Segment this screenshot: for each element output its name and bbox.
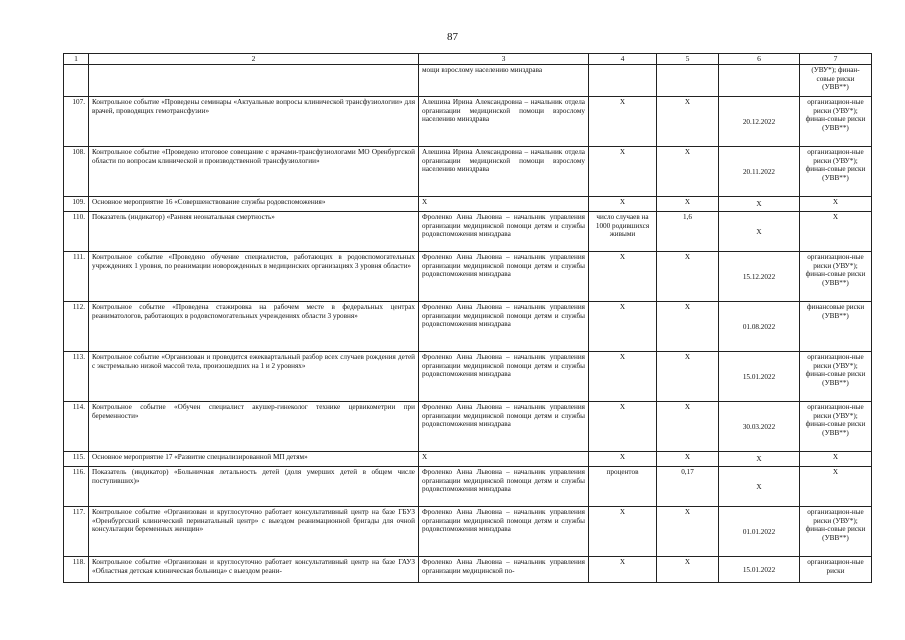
risk-description — [800, 402, 872, 452]
deadline-date — [719, 507, 800, 557]
table-row — [64, 402, 872, 452]
event-description — [89, 147, 419, 197]
event-description — [89, 352, 419, 402]
row-number-text: 113. — [72, 353, 85, 362]
target-value-text: X — [684, 253, 691, 262]
row-number-text: 118. — [72, 558, 85, 567]
column-number-row — [64, 54, 872, 65]
table-row — [64, 507, 872, 557]
unit-of-measure — [589, 452, 657, 467]
risk-description-text: организацион-ные риски (УВУ*); финан-совые риски (УВВ**) — [805, 508, 866, 542]
unit-of-measure-text: число случаев на 1000 родившихся живыми — [595, 213, 650, 239]
event-description — [89, 557, 419, 583]
column-number: 1 — [64, 54, 89, 65]
deadline-date — [719, 352, 800, 402]
risk-description — [800, 65, 872, 97]
responsible-person-text: Алешина Ирина Александровна – начальник отдела организации медицинской помощи взрослому населению минздрава — [422, 98, 585, 124]
risk-description — [800, 557, 872, 583]
responsible-person-text: Фроленко Анна Львовна – начальник управления организации медицинской помощи детям и службы родовспоможения минздрава — [422, 468, 585, 494]
deadline-date-text: 20.12.2022 — [742, 117, 776, 126]
row-number-text: 116. — [72, 468, 85, 477]
risk-description-text: X — [832, 198, 839, 207]
risk-description-text: организацион-ные риски (УВУ*); финан-совые риски (УВВ**) — [805, 253, 866, 287]
risk-description — [800, 147, 872, 197]
row-number — [64, 507, 89, 557]
row-number — [64, 65, 89, 97]
target-value-text: X — [684, 148, 691, 157]
unit-of-measure — [589, 302, 657, 352]
target-value-text: X — [684, 353, 691, 362]
risk-description — [800, 507, 872, 557]
unit-of-measure — [589, 65, 657, 97]
event-description — [89, 252, 419, 302]
event-description-text: Показатель (индикатор) «Больничная летальность детей (доля умерших детей в общем числе поступивших)» — [92, 468, 415, 485]
responsible-person — [419, 452, 589, 467]
target-value — [657, 197, 719, 212]
target-value-text: X — [684, 508, 691, 517]
target-value — [657, 65, 719, 97]
unit-of-measure-text: X — [619, 198, 626, 207]
row-number — [64, 252, 89, 302]
responsible-person-text: Фроленко Анна Львовна – начальник управления организации медицинской помощи детям и службы родовспоможения минздрава — [422, 253, 585, 279]
table-row — [64, 97, 872, 147]
row-number — [64, 97, 89, 147]
responsible-person — [419, 252, 589, 302]
event-description — [89, 467, 419, 507]
unit-of-measure-text: X — [619, 98, 626, 107]
responsible-person-text: Фроленко Анна Львовна – начальник управления организации медицинской помощи детям и службы родовспоможения минздрава — [422, 353, 585, 379]
event-description-text: Контрольное событие «Организован и круглосуточно работает консультативный центр на базе ГБУЗ «Оренбургский клинический перинатальный центр» с выездом реанимационной бригады для очной консультации беременных женщин» — [92, 508, 415, 534]
target-value — [657, 452, 719, 467]
responsible-person — [419, 507, 589, 557]
risk-description — [800, 352, 872, 402]
unit-of-measure-text: X — [619, 148, 626, 157]
deadline-date-text: X — [756, 482, 762, 491]
event-description — [89, 65, 419, 97]
deadline-date — [719, 147, 800, 197]
row-number-text: 111. — [72, 253, 85, 262]
unit-of-measure — [589, 212, 657, 252]
deadline-date — [719, 197, 800, 212]
deadline-date-text: 30.03.2022 — [742, 422, 776, 431]
target-value — [657, 302, 719, 352]
column-number: 4 — [589, 54, 657, 65]
deadline-date — [719, 65, 800, 97]
unit-of-measure-text: X — [619, 558, 626, 567]
target-value-text: X — [684, 98, 691, 107]
risk-description — [800, 467, 872, 507]
column-number: 2 — [89, 54, 419, 65]
responsible-person-text: X — [422, 453, 428, 462]
risk-description — [800, 197, 872, 212]
row-number-text: 115. — [72, 453, 85, 462]
row-number — [64, 147, 89, 197]
event-description-text: Контрольное событие «Проведено итоговое совещание с врачами-трансфузиологами МО Оренбургской области по вопросам клинической и производственной трансфузиологии» — [92, 148, 415, 165]
unit-of-measure — [589, 402, 657, 452]
risk-description-text: организацион-ные риски (УВУ*); финан-совые риски (УВВ**) — [805, 403, 866, 437]
deadline-date — [719, 402, 800, 452]
column-number: 7 — [800, 54, 872, 65]
target-value-text: 0,17 — [681, 468, 694, 477]
event-description-text: Основное мероприятие 16 «Совершенствование службы родовспоможения» — [92, 198, 326, 207]
unit-of-measure-text: X — [619, 453, 626, 462]
responsible-person — [419, 147, 589, 197]
table-row — [64, 147, 872, 197]
table-row — [64, 557, 872, 583]
unit-of-measure — [589, 467, 657, 507]
unit-of-measure-text: X — [619, 508, 626, 517]
responsible-person-text: Фроленко Анна Львовна – начальник управления организации медицинской помощи детям и службы родовспоможения минздрава — [422, 213, 585, 239]
deadline-date — [719, 212, 800, 252]
row-number — [64, 212, 89, 252]
target-value-text: X — [684, 403, 691, 412]
deadline-date-text: X — [756, 200, 762, 209]
row-number-text: 110. — [72, 213, 85, 222]
unit-of-measure-text: X — [619, 303, 626, 312]
unit-of-measure-text: X — [619, 353, 626, 362]
table-row — [64, 65, 872, 97]
responsible-person-text: Фроленко Анна Львовна – начальник управления организации медицинской по- — [422, 558, 585, 575]
deadline-date-text: 15.12.2022 — [742, 272, 776, 281]
event-description-text: Показатель (индикатор) «Ранняя неонатальная смертность» — [92, 213, 275, 222]
unit-of-measure-text: процентов — [606, 468, 639, 477]
row-number-text: 112. — [72, 303, 85, 312]
responsible-person — [419, 302, 589, 352]
unit-of-measure — [589, 147, 657, 197]
risk-description-text: организацион-ные риски (УВУ*); финан-совые риски (УВВ**) — [805, 353, 866, 387]
row-number — [64, 452, 89, 467]
event-description — [89, 452, 419, 467]
target-value-text: X — [684, 198, 691, 207]
row-number — [64, 302, 89, 352]
table-row — [64, 352, 872, 402]
target-value-text: X — [684, 558, 691, 567]
target-value — [657, 352, 719, 402]
responsible-person — [419, 197, 589, 212]
unit-of-measure — [589, 252, 657, 302]
risk-description-text: организацион-ные риски — [807, 558, 864, 575]
responsible-person — [419, 402, 589, 452]
row-number-text: 107. — [72, 98, 85, 107]
responsible-person — [419, 467, 589, 507]
risk-description-text: (УВУ*); финан-совые риски (УВВ**) — [811, 66, 860, 92]
deadline-date — [719, 467, 800, 507]
deadline-date-text: X — [756, 455, 762, 464]
target-value-text: 1,6 — [683, 213, 692, 222]
unit-of-measure — [589, 557, 657, 583]
responsible-person-text: мощи взрослому населению минздрава — [422, 66, 543, 75]
deadline-date-text: 01.01.2022 — [742, 527, 776, 536]
event-description-text: Контрольное событие «Обучен специалист акушер-гинеколог технике цервикометрии при беременности» — [92, 403, 415, 420]
risk-description-text: организацион-ные риски (УВУ*); финан-совые риски (УВВ**) — [805, 98, 866, 132]
target-value-text: X — [684, 453, 691, 462]
unit-of-measure — [589, 197, 657, 212]
event-description-text: Контрольное событие «Проведена стажировка на рабочем месте в федеральных центрах реаниматологов, работающих в родовспомогательных учреждениях области 3 уровня» — [92, 303, 415, 320]
risk-description-text: финансовые риски (УВВ**) — [806, 303, 865, 320]
responsible-person — [419, 97, 589, 147]
event-description — [89, 212, 419, 252]
table-row — [64, 452, 872, 467]
row-number-text: 117. — [72, 508, 85, 517]
unit-of-measure-text: X — [619, 403, 626, 412]
responsible-person-text: X — [422, 198, 428, 207]
target-value — [657, 467, 719, 507]
table-row — [64, 302, 872, 352]
deadline-date — [719, 557, 800, 583]
deadline-date-text: 20.11.2022 — [742, 167, 776, 176]
row-number — [64, 352, 89, 402]
target-value — [657, 557, 719, 583]
plan-table — [63, 53, 872, 583]
target-value — [657, 507, 719, 557]
table-row — [64, 252, 872, 302]
deadline-date-text: 01.08.2022 — [742, 322, 776, 331]
column-number: 6 — [719, 54, 800, 65]
event-description — [89, 402, 419, 452]
responsible-person — [419, 557, 589, 583]
risk-description-text: X — [832, 468, 839, 477]
row-number-text: 114. — [72, 403, 85, 412]
risk-description — [800, 452, 872, 467]
risk-description — [800, 97, 872, 147]
row-number — [64, 467, 89, 507]
event-description-text: Контрольное событие «Проведены семинары «Актуальные вопросы клинической трансфузиологии» для врачей, проводящих гемотрансфузии» — [92, 98, 415, 115]
unit-of-measure — [589, 97, 657, 147]
responsible-person — [419, 352, 589, 402]
event-description-text: Основное мероприятие 17 «Развитие специализированной МП детям» — [92, 453, 308, 462]
risk-description — [800, 302, 872, 352]
page-number: 87 — [447, 31, 458, 43]
column-number: 3 — [419, 54, 589, 65]
risk-description-text: X — [832, 453, 839, 462]
responsible-person-text: Фроленко Анна Львовна – начальник управления организации медицинской помощи детям и службы родовспоможения минздрава — [422, 508, 585, 534]
table-row — [64, 467, 872, 507]
event-description-text: Контрольное событие «Проведено обучение специалистов, работающих в родовспомогательных учреждениях 1 уровня, по реанимации новорожденных в медицинских организациях 3 уровня области» — [92, 253, 415, 270]
unit-of-measure-text: X — [619, 253, 626, 262]
risk-description — [800, 252, 872, 302]
event-description-text: Контрольное событие «Организован и проводится ежеквартальный разбор всех случаев рождения детей с экстремально низкой массой тела, произошедших на 1 и 2 уровнях» — [92, 353, 415, 370]
row-number — [64, 557, 89, 583]
row-number — [64, 402, 89, 452]
responsible-person-text: Фроленко Анна Львовна – начальник управления организации медицинской помощи детям и службы родовспоможения минздрава — [422, 403, 585, 429]
responsible-person — [419, 65, 589, 97]
deadline-date — [719, 452, 800, 467]
event-description — [89, 197, 419, 212]
event-description — [89, 507, 419, 557]
unit-of-measure — [589, 352, 657, 402]
target-value — [657, 97, 719, 147]
event-description — [89, 97, 419, 147]
deadline-date — [719, 97, 800, 147]
row-number-text: 108. — [72, 148, 85, 157]
target-value — [657, 147, 719, 197]
risk-description-text: X — [832, 213, 839, 222]
column-number: 5 — [657, 54, 719, 65]
table-row — [64, 212, 872, 252]
target-value — [657, 212, 719, 252]
target-value — [657, 402, 719, 452]
risk-description-text: организацион-ные риски (УВУ*); финан-совые риски (УВВ**) — [805, 148, 866, 182]
row-number-text: 109. — [72, 198, 85, 207]
responsible-person-text: Фроленко Анна Львовна – начальник управления организации медицинской помощи детям и службы родовспоможения минздрава — [422, 303, 585, 329]
event-description-text: Контрольное событие «Организован и круглосуточно работает консультативный центр на базе ГАУЗ «Областная детская клиническая больница» с выездом реани- — [92, 558, 415, 575]
deadline-date-text: X — [756, 227, 762, 236]
unit-of-measure — [589, 507, 657, 557]
responsible-person — [419, 212, 589, 252]
deadline-date-text: 15.01.2022 — [742, 565, 776, 574]
target-value — [657, 252, 719, 302]
deadline-date-text: 15.01.2022 — [742, 372, 776, 381]
risk-description — [800, 212, 872, 252]
deadline-date — [719, 252, 800, 302]
row-number — [64, 197, 89, 212]
responsible-person-text: Алешина Ирина Александровна – начальник отдела организации медицинской помощи взрослому населению минздрава — [422, 148, 585, 174]
table-row — [64, 197, 872, 212]
event-description — [89, 302, 419, 352]
target-value-text: X — [684, 303, 691, 312]
deadline-date — [719, 302, 800, 352]
